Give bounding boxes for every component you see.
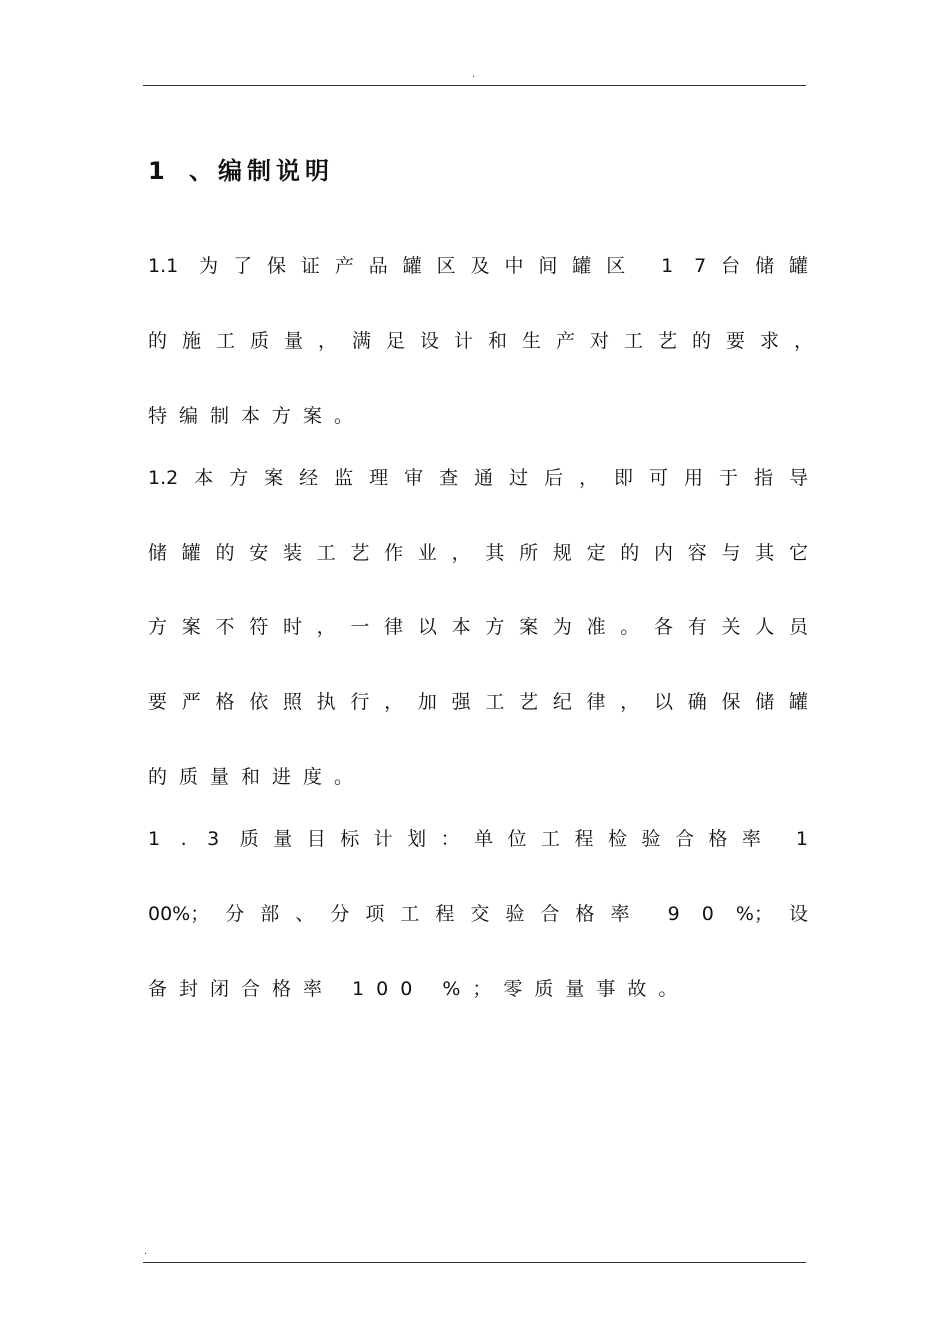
- paragraph-line-10: 00%；分部、分项工程交验合格率 9 0 %；设: [148, 903, 808, 925]
- header-rule: [143, 85, 806, 86]
- footer-mark: .: [144, 1246, 148, 1257]
- paragraph-line-5: 储罐的安装工艺作业，其所规定的内容与其它: [148, 542, 808, 564]
- header-mark: .: [472, 69, 476, 80]
- paragraph-line-7: 要严格依照执行，加强工艺纪律，以确保储罐: [148, 691, 808, 713]
- paragraph-line-4: 1.2本方案经监理审查通过后，即可用于指导: [148, 467, 808, 489]
- paragraph-line-1: 1.1 为了保证产品罐区及中间罐区 1 7台储罐: [148, 255, 808, 277]
- paragraph-line-6: 方案不符时，一律以本方案为准。各有关人员: [148, 616, 808, 638]
- paragraph-line-2: 的施工质量，满足设计和生产对工艺的要求，: [148, 330, 813, 352]
- paragraph-line-3: 特编制本方案。: [148, 405, 366, 427]
- section-heading: 1 、编制说明: [148, 157, 335, 185]
- paragraph-line-9: 1 . 3 质量目标计划：单位工程检验合格率 1: [148, 828, 808, 850]
- footer-rule: [143, 1262, 806, 1263]
- paragraph-line-11: 备封闭合格率 100 %；零质量事故。: [148, 978, 690, 1000]
- paragraph-line-8: 的质量和进度。: [148, 766, 366, 788]
